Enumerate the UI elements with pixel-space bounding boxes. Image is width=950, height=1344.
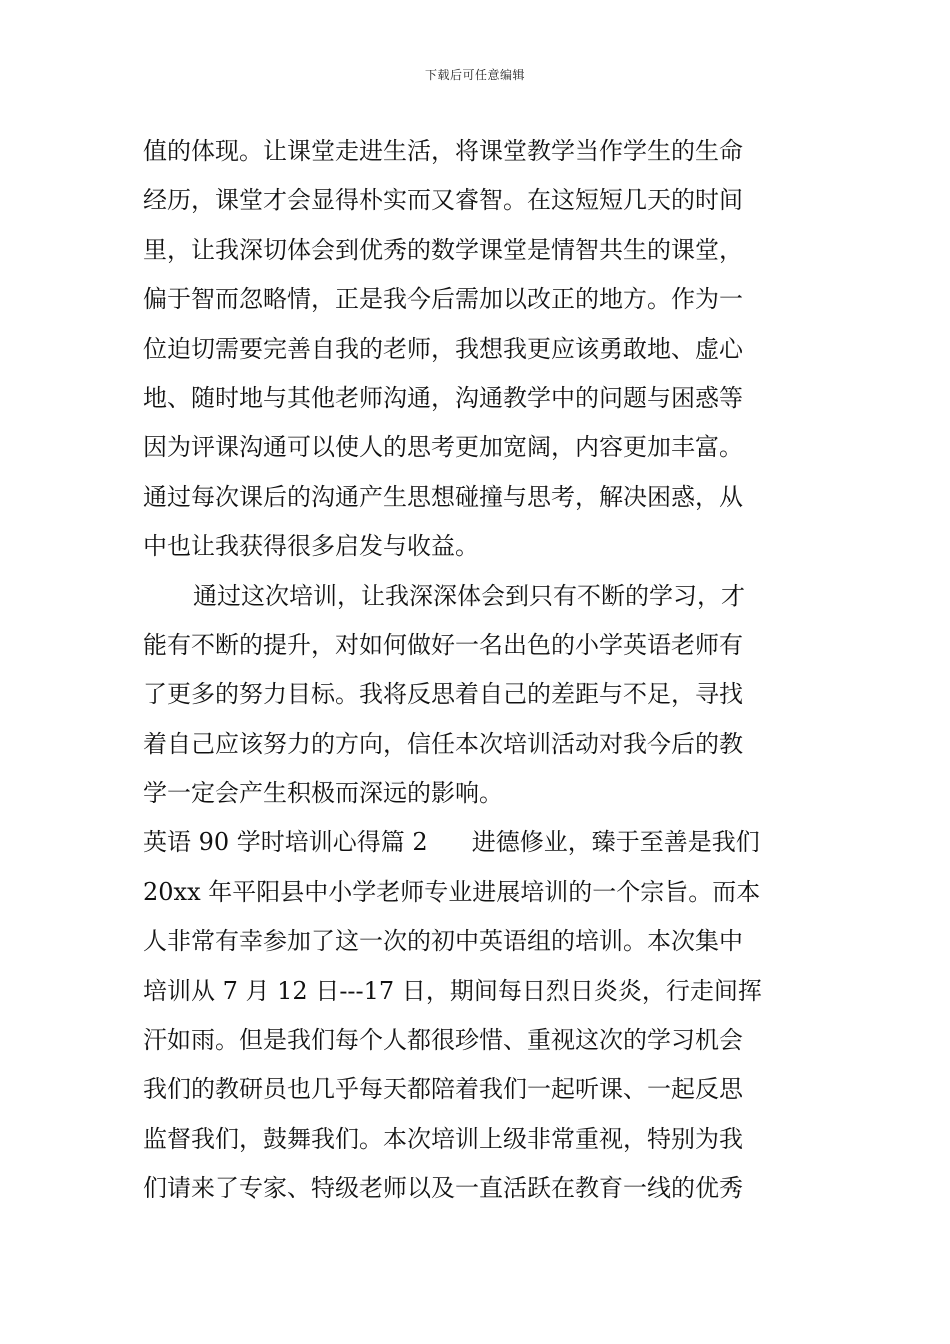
section-heading-line bbox=[143, 818, 808, 867]
paragraph-line: 着自己应该努力的方向，信任本次培训活动对我今后的教 bbox=[143, 729, 743, 758]
paragraph-line: 监督我们，鼓舞我们。本次培训上级非常重视，特别为我 bbox=[143, 1124, 743, 1153]
paragraph-line: 了更多的努力目标。我将反思着自己的差距与不足，寻找 bbox=[143, 680, 743, 709]
paragraph-line: 培训从 7 月 12 日---17 日，期间每日烈日炎炎，行走间挥 bbox=[143, 976, 762, 1005]
paragraph-line: 地、随时地与其他老师沟通，沟通教学中的问题与困惑等 bbox=[143, 383, 743, 412]
document-body bbox=[143, 127, 808, 1214]
paragraph-line: 汗如雨。但是我们每个人都很珍惜、重视这次的学习机会 bbox=[143, 1026, 743, 1055]
paragraph-line: 中也让我获得很多启发与收益。 bbox=[143, 532, 479, 561]
paragraph-line: 20xx 年平阳县中小学老师专业进展培训的一个宗旨。而本 bbox=[143, 877, 761, 906]
paragraph-line: 我们的教研员也几乎每天都陪着我们一起听课、一起反思 bbox=[143, 1075, 743, 1104]
paragraph-line: 因为评课沟通可以使人的思考更加宽阔，内容更加丰富。 bbox=[143, 433, 743, 462]
paragraph-line: 人非常有幸参加了这一次的初中英语组的培训。本次集中 bbox=[143, 927, 743, 956]
paragraph-line: 们请来了专家、特级老师以及一直活跃在教育一线的优秀 bbox=[143, 1174, 743, 1203]
page-header: 下载后可任意编辑 bbox=[424, 68, 525, 82]
paragraph-line: 值的体现。让课堂走进生活，将课堂教学当作学生的生命 bbox=[143, 137, 743, 165]
paragraph-line: 通过这次培训，让我深深体会到只有不断的学习，才 bbox=[193, 581, 745, 610]
paragraph-line: 学一定会产生积极而深远的影响。 bbox=[143, 779, 503, 808]
paragraph-line: 里，让我深切体会到优秀的数学课堂是情智共生的课堂， bbox=[143, 235, 743, 264]
paragraph-line: 能有不断的提升，对如何做好一名出色的小学英语老师有 bbox=[143, 630, 743, 659]
paragraph-line: 通过每次课后的沟通产生思想碰撞与思考，解决困惑，从 bbox=[143, 482, 743, 511]
paragraph-line: 经历，课堂才会显得朴实而又睿智。在这短短几天的时间 bbox=[143, 186, 743, 215]
section-first-line: 进德修业，臻于至善是我们 bbox=[471, 828, 760, 857]
paragraph-line: 偏于智而忽略情，正是我今后需加以改正的地方。作为一 bbox=[143, 285, 743, 314]
section-title: 英语 90 学时培训心得篇 2 bbox=[143, 828, 428, 857]
paragraph-line: 位迫切需要完善自我的老师，我想我更应该勇敢地、虚心 bbox=[143, 334, 743, 363]
